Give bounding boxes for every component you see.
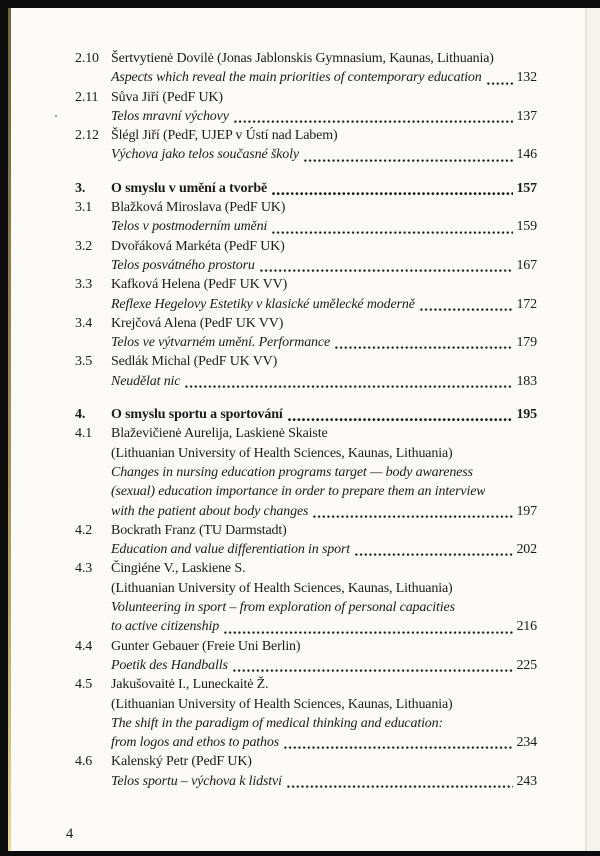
entry-number: 4.2 xyxy=(75,522,93,538)
entry-page-number: 197 xyxy=(516,503,537,519)
toc-entry xyxy=(75,521,537,560)
entry-body xyxy=(111,559,537,636)
entry-page-number: 146 xyxy=(516,147,537,163)
entry-title-text: Výchova jako telos současné školy xyxy=(111,147,299,163)
entry-author-text: Blaževičienė Aurelija, Laskienė Skaiste xyxy=(111,426,328,442)
entry-line xyxy=(111,482,537,501)
toc-entry xyxy=(75,49,537,88)
entry-title-text: to active citizenship xyxy=(111,619,220,635)
toc-entry xyxy=(75,198,537,237)
entry-author-text: Bockrath Franz (TU Darmstadt) xyxy=(111,522,287,538)
entry-body xyxy=(111,424,537,520)
toc-entry xyxy=(75,88,537,127)
entry-line xyxy=(111,772,537,791)
entry-author-text: (Lithuanian University of Health Sciences, Kaunas, Lithuania) xyxy=(111,580,453,596)
entry-author-text: Jakušovaitė I., Luneckaitė Ž. xyxy=(111,677,269,693)
entry-line xyxy=(111,145,537,164)
entry-title-text: Education and value differentiation in sport xyxy=(111,542,351,558)
entry-page-number: 195 xyxy=(516,407,537,423)
entry-author-text: Čingiéne V., Laskiene S. xyxy=(111,561,246,577)
entry-line xyxy=(111,405,537,424)
dot-leader xyxy=(420,308,514,311)
entry-number: 2.11 xyxy=(75,89,99,105)
entry-number: 4.6 xyxy=(75,754,93,770)
entry-author-text: O smyslu v umění a tvorbě xyxy=(111,180,268,196)
entry-body xyxy=(111,405,537,424)
entry-line xyxy=(111,314,537,333)
entry-page-number: 243 xyxy=(516,773,537,789)
entry-title-text: The shift in the paradigm of medical thinking and education: xyxy=(111,715,444,731)
dot-leader xyxy=(288,418,514,421)
entry-line xyxy=(111,424,537,443)
entry-body xyxy=(111,275,537,314)
entry-line xyxy=(111,559,537,578)
entry-page-number: 159 xyxy=(516,219,537,235)
entry-line xyxy=(111,463,537,482)
dot-leader xyxy=(335,346,513,349)
entry-number: 3.3 xyxy=(75,277,93,293)
entry-line xyxy=(111,598,537,617)
entry-line xyxy=(111,372,537,391)
dot-leader xyxy=(234,120,514,123)
entry-body xyxy=(111,352,537,391)
entry-title-text: Telos posvátného prostoru xyxy=(111,257,255,273)
entry-page-number: 157 xyxy=(516,180,537,196)
toc-entry xyxy=(75,314,537,353)
entry-body xyxy=(111,198,537,237)
dot-leader xyxy=(260,269,514,272)
entry-title-text: Aspects which reveal the main priorities of contemporary education xyxy=(111,70,482,86)
entry-body xyxy=(111,179,537,198)
entry-title-text: Neudělat nic xyxy=(111,373,181,389)
entry-number: 3.4 xyxy=(75,315,93,331)
entry-line xyxy=(111,49,537,68)
entry-line xyxy=(111,540,537,559)
entry-line xyxy=(111,68,537,87)
entry-line xyxy=(111,217,537,236)
toc-entry xyxy=(75,405,537,424)
entry-author-text: Gunter Gebauer (Freie Uni Berlin) xyxy=(111,638,301,654)
entry-title-text: with the patient about body changes xyxy=(111,503,309,519)
entry-author-text: Kalenský Petr (PedF UK) xyxy=(111,754,252,770)
entry-author-text: (Lithuanian University of Health Sciences, Kaunas, Lithuania) xyxy=(111,445,453,461)
entry-number: 4.5 xyxy=(75,677,93,693)
entry-number: 3.2 xyxy=(75,238,93,254)
entry-page-number: 167 xyxy=(516,257,537,273)
entry-author-text: Sůva Jiří (PedF UK) xyxy=(111,89,223,105)
entry-number: 4.1 xyxy=(75,426,93,442)
entry-page-number: 183 xyxy=(516,373,537,389)
paper-right-margin xyxy=(587,8,600,851)
entry-line xyxy=(111,733,537,752)
entry-title-text: from logos and ethos to pathos xyxy=(111,735,280,751)
dot-leader xyxy=(272,192,513,195)
entry-page-number: 172 xyxy=(516,296,537,312)
entry-body xyxy=(111,752,537,791)
entry-line xyxy=(111,521,537,540)
entry-title-text: Telos v postmoderním umění xyxy=(111,219,268,235)
entry-page-number: 179 xyxy=(516,335,537,351)
entry-line xyxy=(111,88,537,107)
toc-entry xyxy=(75,275,537,314)
entry-line xyxy=(111,352,537,371)
dot-leader xyxy=(185,385,513,388)
entry-number: 4.3 xyxy=(75,561,93,577)
entry-title-text: Telos mravní výchovy xyxy=(111,108,229,124)
entry-page-number: 216 xyxy=(516,619,537,635)
dot-leader xyxy=(355,553,513,556)
entry-body xyxy=(111,126,537,165)
entry-page-number: 202 xyxy=(516,542,537,558)
toc-group xyxy=(75,179,537,391)
entry-body xyxy=(111,675,537,752)
scan-speck xyxy=(55,115,57,117)
entry-line xyxy=(111,579,537,598)
dot-leader xyxy=(487,82,514,85)
entry-line xyxy=(111,179,537,198)
entry-line xyxy=(111,107,537,126)
dot-leader xyxy=(284,746,513,749)
entry-line xyxy=(111,656,537,675)
toc-entry xyxy=(75,559,537,636)
entry-line xyxy=(111,502,537,521)
entry-body xyxy=(111,314,537,353)
toc-entry xyxy=(75,237,537,276)
entry-line xyxy=(111,333,537,352)
entry-line xyxy=(111,126,537,145)
toc-group xyxy=(75,49,537,165)
entry-title-text: Poetik des Handballs xyxy=(111,657,228,673)
entry-author-text: Sedlák Michal (PedF UK VV) xyxy=(111,354,278,370)
entry-body xyxy=(111,521,537,560)
toc-group xyxy=(75,405,537,791)
toc-entry xyxy=(75,179,537,198)
footer-page-number: 4 xyxy=(66,826,74,842)
entry-body xyxy=(111,237,537,276)
entry-title-text: Telos ve výtvarném umění. Performance xyxy=(111,335,331,351)
entry-page-number: 137 xyxy=(516,108,537,124)
entry-page-number: 225 xyxy=(516,657,537,673)
entry-number: 3.5 xyxy=(75,354,93,370)
entry-line xyxy=(111,675,537,694)
entry-line xyxy=(111,714,537,733)
toc-entry xyxy=(75,352,537,391)
dot-leader xyxy=(224,631,513,634)
entry-author-text: Šertvytienė Dovilė (Jonas Jablonskis Gymnasium, Kaunas, Lithuania) xyxy=(111,51,494,66)
entry-line xyxy=(111,637,537,656)
toc-entry xyxy=(75,126,537,165)
entry-number: 4.4 xyxy=(75,638,93,654)
entry-author-text: Krejčová Alena (PedF UK VV) xyxy=(111,315,284,331)
entry-title-text: Volunteering in sport – from exploration of personal capacities xyxy=(111,600,455,616)
entry-number: 4. xyxy=(75,407,86,423)
entry-title-text: Changes in nursing education programs target — body awareness xyxy=(111,464,473,480)
entry-line xyxy=(111,256,537,275)
entry-author-text: Dvořáková Markéta (PedF UK) xyxy=(111,238,285,254)
toc-entry xyxy=(75,675,537,752)
entry-title-text: (sexual) education importance in order to prepare them an interview xyxy=(111,484,486,500)
toc-entry xyxy=(75,752,537,791)
dot-leader xyxy=(304,159,514,162)
entry-number: 3.1 xyxy=(75,200,93,216)
entry-line xyxy=(111,695,537,714)
entry-line xyxy=(111,295,537,314)
toc-entry xyxy=(75,424,537,520)
entry-author-text: (Lithuanian University of Health Sciences, Kaunas, Lithuania) xyxy=(111,696,453,712)
entry-line xyxy=(111,275,537,294)
entry-author-text: Blažková Miroslava (PedF UK) xyxy=(111,200,286,216)
entry-line xyxy=(111,237,537,256)
entry-body xyxy=(111,88,537,127)
entry-author-text: Šlégl Jiří (PedF, UJEP v Ústí nad Labem) xyxy=(111,128,338,144)
entry-number: 3. xyxy=(75,180,86,196)
entry-author-text: O smyslu sportu a sportování xyxy=(111,407,283,423)
entry-page-number: 132 xyxy=(516,70,537,86)
dot-leader xyxy=(287,785,514,788)
entry-title-text: Reflexe Hegelovy Estetiky v klasické umělecké moderně xyxy=(111,296,415,312)
entry-title-text: Telos sportu – výchova k lidství xyxy=(111,773,282,789)
toc xyxy=(75,49,537,791)
entry-body xyxy=(111,637,537,676)
dot-leader xyxy=(272,231,513,234)
entry-number: 2.12 xyxy=(75,128,99,144)
entry-line xyxy=(111,444,537,463)
entry-page-number: 234 xyxy=(516,735,537,751)
yellowed-page-edge xyxy=(8,8,11,851)
entry-author-text: Kafková Helena (PedF UK VV) xyxy=(111,277,288,293)
entry-number: 2.10 xyxy=(75,51,99,66)
page-curl-shadow xyxy=(585,8,587,851)
entry-line xyxy=(111,752,537,771)
toc-entry xyxy=(75,637,537,676)
dot-leader xyxy=(233,669,514,672)
entry-line xyxy=(111,198,537,217)
dot-leader xyxy=(313,515,513,518)
entry-body xyxy=(111,49,537,88)
entry-line xyxy=(111,617,537,636)
